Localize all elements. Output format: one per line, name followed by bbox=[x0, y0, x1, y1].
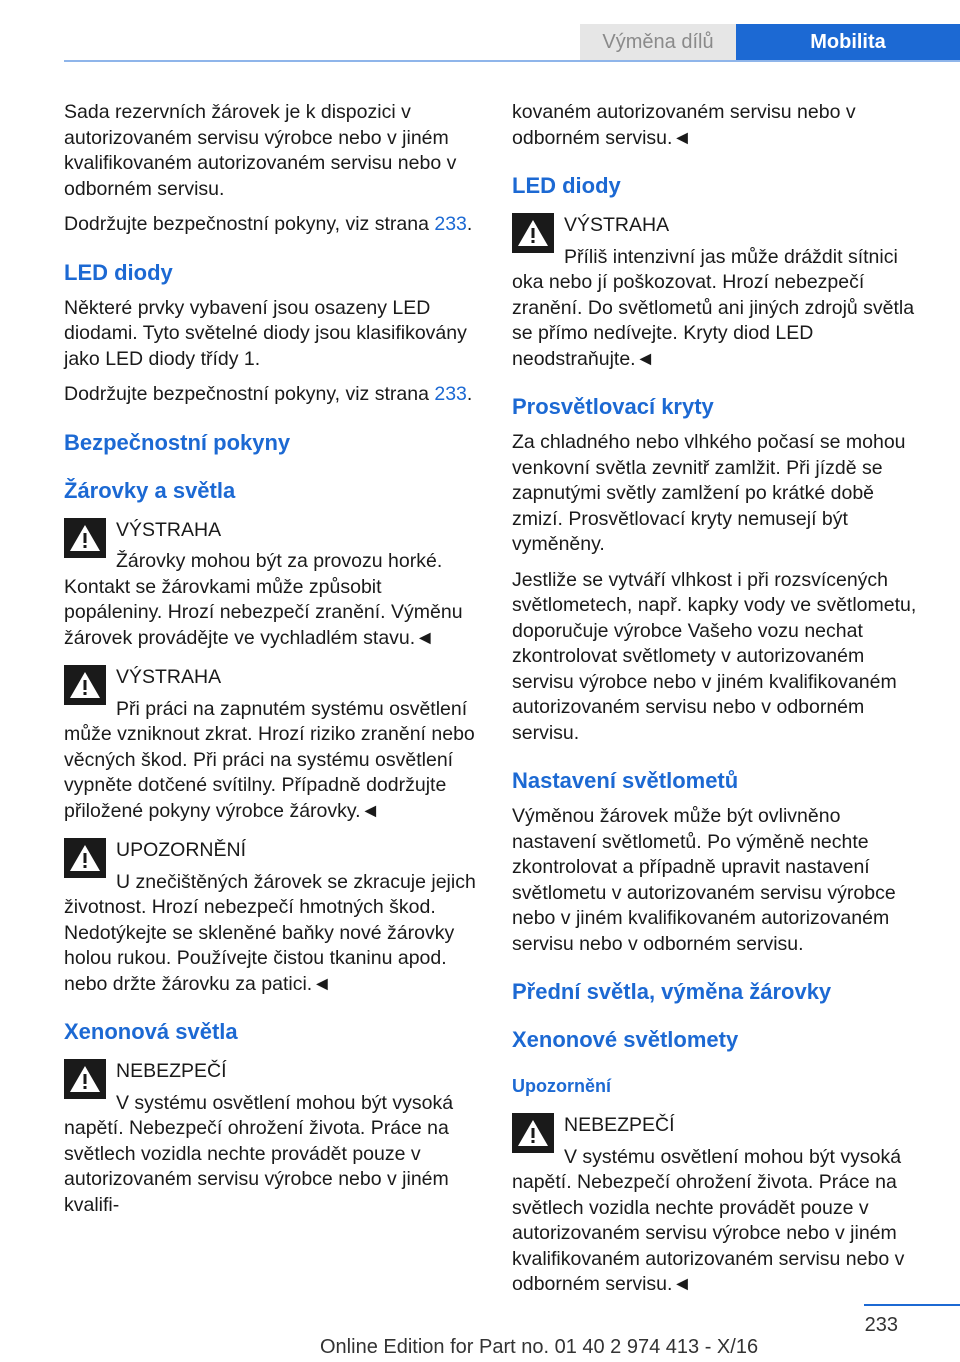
warning-triangle-icon bbox=[64, 665, 106, 705]
paragraph: Výměnou žárovek může být ovlivněno nastavení světlometů. Po výměně nechte zkontrolovat a případně upravit nastavení světlometu v autorizovaném servisu výrobce nebo v jiném kvalifikovaném autorizovaném servisu nebo v odborném servisu. bbox=[512, 805, 896, 955]
warning-text: Žárovky mohou být za provozu horké. Kontakt se žárovkami může způsobit popáleniny. Hrozí nebezpečí zranění. Výměnu žárovek provádějte ve vychladlém stavu.◄ bbox=[64, 550, 463, 649]
warning-triangle-icon bbox=[64, 518, 106, 558]
paragraph: kovaném autorizovaném servisu nebo v odborném servisu.◄ bbox=[512, 101, 856, 149]
heading-front-lights: Přední světla, výměna žárovky bbox=[512, 979, 832, 1004]
warning-label: VÝSTRAHA bbox=[564, 214, 670, 236]
heading-adjust: Nastavení světlometů bbox=[512, 768, 739, 793]
warning-text: U znečištěných žárovek se zkracuje jejich životnost. Hrozí nebezpečí hmotných škod. Nedotýkejte se skleněné baňky nové žárovky holou rukou. Používejte čistou tkaninu apod. nebo držte žárovku za patici.◄ bbox=[64, 870, 476, 995]
warning-label: UPOZORNĚNÍ bbox=[116, 839, 247, 861]
warning-label: VÝSTRAHA bbox=[116, 666, 222, 688]
danger-block bbox=[512, 1113, 930, 1298]
heading-safety: Bezpečnostní pokyny bbox=[64, 429, 291, 455]
warning-label: VÝSTRAHA bbox=[116, 518, 222, 541]
paragraph: Některé prvky vybavení jsou osazeny LED diodami. Tyto světelné diody jsou klasifikovány jako LED diody třídy 1. bbox=[64, 296, 467, 370]
heading-bulbs: Žárovky a světla bbox=[64, 477, 236, 503]
paragraph: Sada rezervních žárovek je k dispozici v autorizovaném servisu výrobce nebo v jiném kvalifikovaném autorizovaném servisu nebo v odborném servisu. bbox=[64, 101, 457, 200]
heading-xenon: Xenonová světla bbox=[64, 1019, 238, 1044]
warning-triangle-icon bbox=[64, 838, 106, 878]
warning-text: V systému osvětlení mohou být vysoká napětí. Nebezpečí ohrožení života. Práce na světlech vozidla nechte provádět pouze v autorizovaném servisu výrobce nebo v jiném kvalifikovaném autorizovaném servisu nebo v odborném servisu.◄ bbox=[512, 1145, 905, 1295]
caution-block bbox=[64, 838, 482, 997]
warning-label: NEBEZPEČÍ bbox=[116, 1060, 227, 1082]
heading-xenon-headlights: Xenonové světlomety bbox=[512, 1027, 739, 1052]
page-number: 233 bbox=[864, 1314, 898, 1336]
warning-triangle-icon bbox=[512, 1113, 554, 1153]
danger-block bbox=[64, 1059, 482, 1218]
heading-covers: Prosvětlovací kryty bbox=[512, 394, 714, 419]
warning-block bbox=[64, 518, 482, 652]
paragraph: Jestliže se vytváří vlhkost i při rozsvícených světlometech, např. kapky vody ve světlometu, doporučuje výrobce Vašeho vozu nechat zkontrolovat světlomety v autorizovaném servisu výrobce nebo v jiném kvalifikovaném autorizovaném servisu nebo v odborném servisu. bbox=[512, 568, 917, 744]
warning-triangle-icon bbox=[512, 213, 554, 253]
paragraph: Za chladného nebo vlhkého počasí se mohou venkovní světla zevnitř zamlžit. Při jízdě se zapnutými světly zamlžení po krátké době zmizí. Prosvětlovací kryty nemusejí být vyměněny. bbox=[512, 431, 906, 555]
paragraph: Dodržujte bezpečnostní pokyny, viz strana 233. bbox=[64, 383, 473, 405]
heading-led: LED diody bbox=[64, 259, 173, 285]
heading-note: Upozornění bbox=[512, 1076, 611, 1096]
warning-triangle-icon bbox=[64, 1059, 106, 1099]
heading-led: LED diody bbox=[512, 173, 621, 198]
right-column bbox=[512, 100, 930, 1312]
page-link[interactable]: 233 bbox=[434, 383, 467, 405]
tab-vymena-dilu[interactable]: Výměna dílů bbox=[580, 24, 736, 60]
paragraph: Dodržujte bezpečnostní pokyny, viz strana 233. bbox=[64, 213, 473, 235]
warning-block bbox=[64, 665, 482, 824]
section-tabs bbox=[580, 24, 960, 62]
footer-divider bbox=[864, 1304, 960, 1306]
paragraph-text: Dodržujte bezpečnostní pokyny, viz strana bbox=[64, 213, 435, 235]
paragraph-text: Dodržujte bezpečnostní pokyny, viz strana bbox=[64, 383, 435, 405]
warning-text: V systému osvětlení mohou být vysoká napětí. Nebezpečí ohrožení života. Práce na světlech vozidla nechte provádět pouze v autorizovaném servisu výrobce nebo v jiném kvalifi- bbox=[64, 1091, 454, 1216]
page-link[interactable]: 233 bbox=[434, 213, 467, 235]
tab-mobilita[interactable]: Mobilita bbox=[736, 24, 960, 60]
left-column bbox=[64, 100, 482, 1232]
warning-label: NEBEZPEČÍ bbox=[564, 1114, 675, 1136]
warning-text: Při práci na zapnutém systému osvětlení může vzniknout zkrat. Hrozí riziko zranění nebo věcných škod. Při práci na systému osvětlení vypněte dotčené svítilny. Případně dodržujte přiložené pokyny výrobce žárovky.◄ bbox=[64, 697, 475, 822]
header-divider bbox=[64, 60, 960, 62]
warning-text: Příliš intenzivní jas může dráždit sítnici oka nebo jí poškozovat. Hrozí nebezpečí zranění. Do světlometů ani jiných zdrojů světla se přímo nedívejte. Kryty diod LED neodstraňujte.◄ bbox=[512, 245, 915, 370]
footer-edition: Online Edition for Part no. 01 40 2 974 413 - X/16 bbox=[320, 1336, 759, 1358]
warning-block bbox=[512, 213, 930, 372]
